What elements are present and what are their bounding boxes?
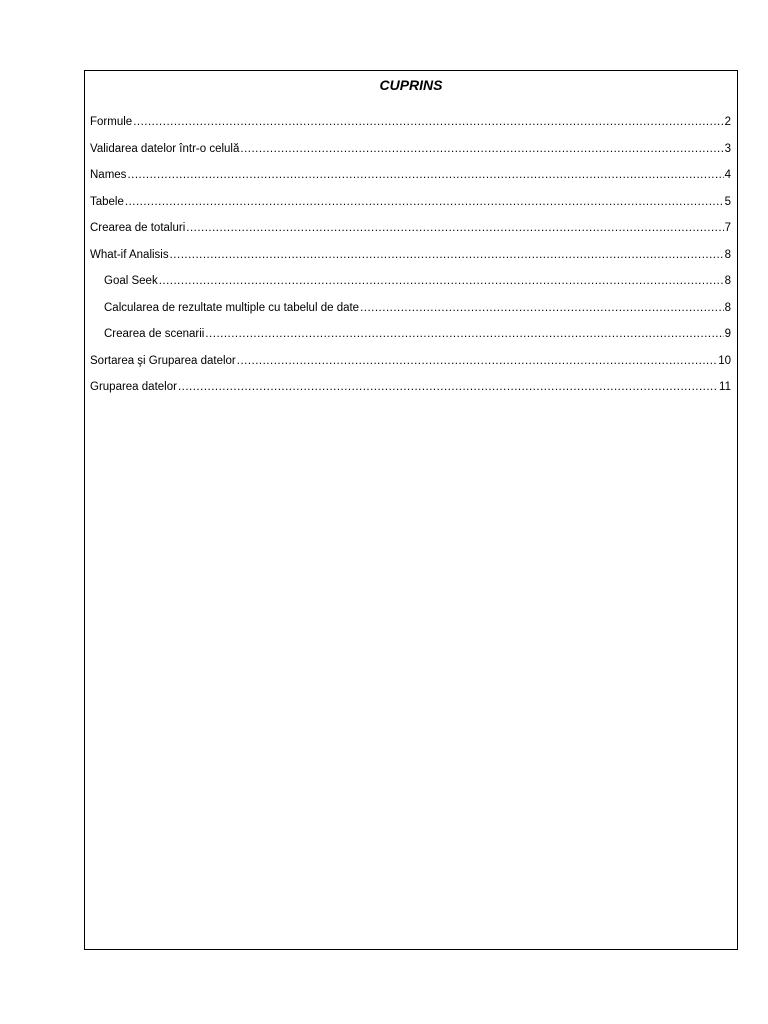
toc-entry-page: 9 — [724, 328, 731, 340]
toc-entry-page: 8 — [724, 275, 731, 287]
toc-entry-page: 10 — [718, 354, 731, 367]
toc-entry-validarea-datelor[interactable] — [90, 141, 731, 168]
dot-leader — [186, 220, 723, 236]
dot-leader — [240, 141, 723, 157]
toc-title: CUPRINS — [379, 77, 443, 93]
dot-leader — [159, 273, 724, 289]
toc-entry-gruparea-datelor[interactable] — [90, 379, 731, 406]
dot-leader — [178, 379, 718, 395]
toc-entry-crearea-de-totaluri[interactable] — [90, 220, 731, 247]
dot-leader — [133, 114, 723, 130]
toc-entry-label: Formule — [90, 116, 133, 128]
toc-entry-formule[interactable] — [90, 114, 731, 141]
page-frame — [84, 70, 738, 950]
dot-leader — [237, 353, 717, 369]
toc-entry-page: 8 — [724, 301, 731, 314]
toc-entry-label: Validarea datelor într-o celulă — [90, 142, 240, 155]
toc-entry-label: Crearea de scenarii — [104, 328, 205, 340]
toc-entry-page: 8 — [724, 248, 731, 261]
toc-entry-page: 2 — [724, 116, 731, 128]
toc-entry-page: 4 — [724, 169, 731, 181]
toc-entry-page: 7 — [724, 222, 731, 234]
toc-entry-page: 5 — [724, 195, 731, 208]
dot-leader — [125, 194, 724, 210]
toc-entry-calcularea-de-rezultate[interactable] — [90, 300, 731, 327]
toc-entry-page: 11 — [719, 381, 731, 393]
dot-leader — [170, 247, 724, 263]
toc-list — [90, 114, 731, 406]
toc-entry-label: What-if Analisis — [90, 248, 169, 261]
toc-entry-what-if-analisis[interactable] — [90, 247, 731, 274]
dot-leader — [127, 167, 723, 183]
toc-entry-label: Crearea de totaluri — [90, 222, 186, 234]
toc-entry-label: Goal Seek — [104, 275, 158, 287]
toc-entry-tabele[interactable] — [90, 194, 731, 221]
toc-entry-label: Names — [90, 169, 127, 181]
dot-leader — [205, 326, 723, 342]
toc-entry-sortarea-si-gruparea[interactable] — [90, 353, 731, 380]
toc-entry-names[interactable] — [90, 167, 731, 194]
toc-entry-label: Calcularea de rezultate multiple cu tabelul de date — [104, 301, 360, 314]
toc-entry-label: Tabele — [90, 195, 124, 208]
toc-entry-goal-seek[interactable] — [90, 273, 731, 300]
toc-entry-page: 3 — [724, 142, 731, 155]
toc-entry-crearea-de-scenarii[interactable] — [90, 326, 731, 353]
toc-entry-label: Gruparea datelor — [90, 381, 177, 393]
toc-entry-label: Sortarea şi Gruparea datelor — [90, 354, 236, 367]
dot-leader — [360, 300, 724, 316]
